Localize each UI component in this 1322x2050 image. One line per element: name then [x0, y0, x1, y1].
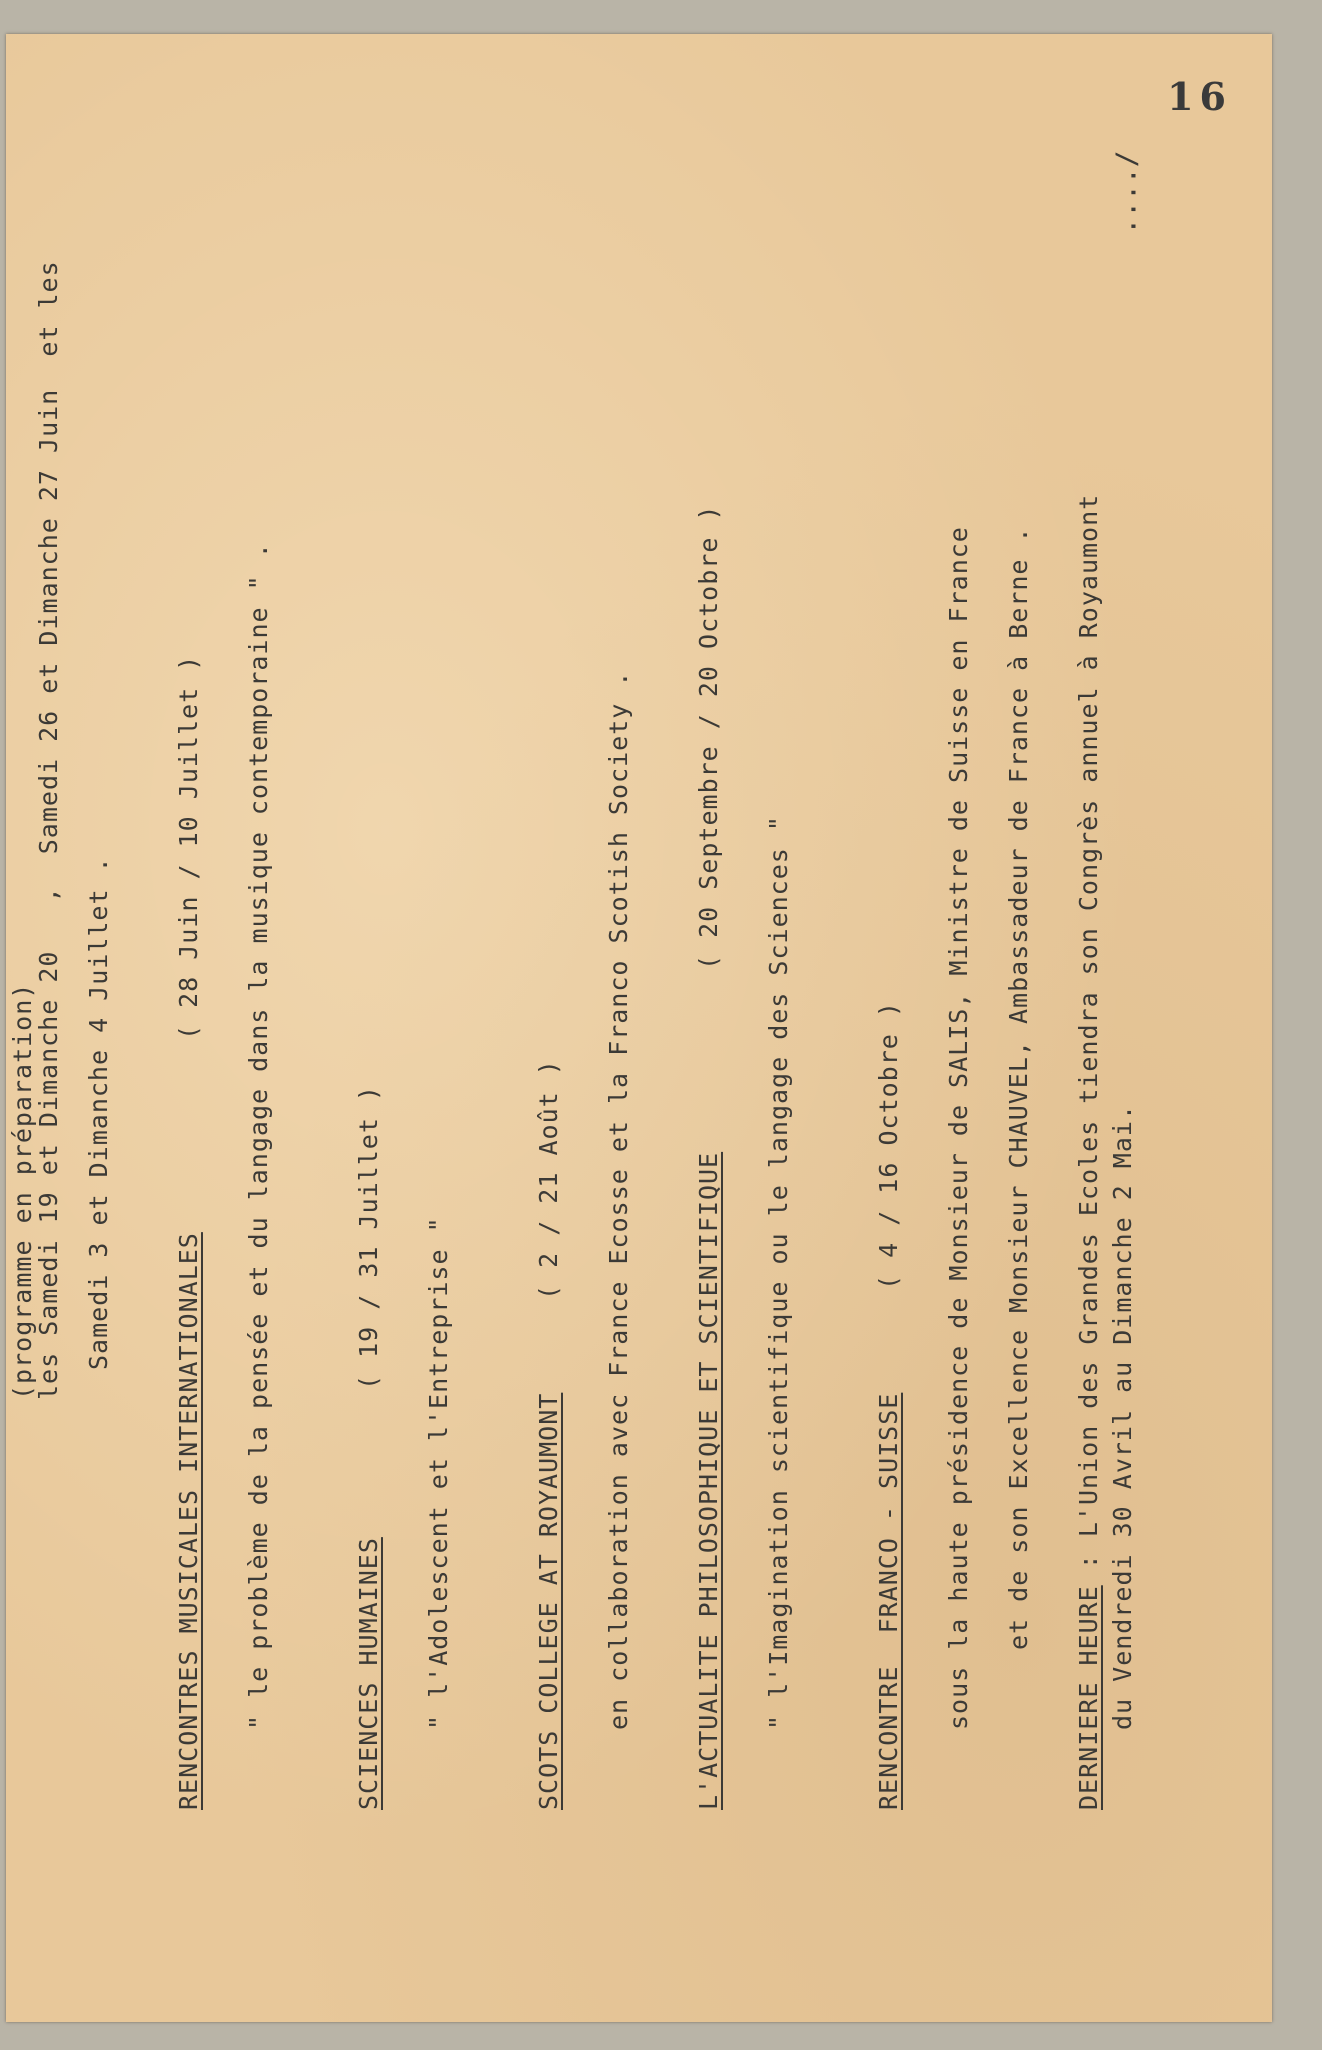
- section-dates-actualite: ( 20 Septembre / 20 Octobre ): [694, 504, 723, 970]
- section-title-scots: SCOTS COLLEGE AT ROYAUMONT: [534, 1392, 563, 1810]
- section-body-actualite: " l'Imagination scientifique ou le langage des Sciences ": [764, 815, 793, 1730]
- derniere-heure-line-1: [1076, 494, 1101, 1810]
- section-dates-scots: ( 2 / 21 Août ): [534, 1059, 563, 1300]
- section-dates-franco-suisse: ( 4 / 16 Octobre ): [874, 1001, 903, 1290]
- section-title-musicales: RENCONTRES MUSICALES INTERNATIONALES: [174, 1232, 203, 1810]
- section-title-franco-suisse: RENCONTRE FRANCO - SUISSE: [874, 1392, 903, 1810]
- continuation-mark: ..../: [1109, 150, 1143, 235]
- section-body-franco-suisse-1: sous la haute présidence de Monsieur de SALIS, Ministre de Suisse en France: [944, 526, 973, 1730]
- document-page: [6, 34, 1272, 2022]
- intro-line-2: Samedi 3 et Dimanche 4 Juillet .: [84, 856, 113, 1370]
- intro-line-1: les Samedi 19 et Dimanche 20 , Samedi 26 et Dimanche 27 Juin et les: [34, 260, 63, 1400]
- section-body-derniere-heure-2: du Vendredi 30 Avril au Dimanche 2 Mai.: [1108, 1104, 1137, 1730]
- intro-line-0: (programme en préparation): [8, 982, 37, 1400]
- section-body-derniere-heure-1: : L'Union des Grandes Ecoles tiendra son Congrès annuel à Royaumont: [1074, 493, 1103, 1586]
- section-title-humaines: SCIENCES HUMAINES: [354, 1537, 383, 1810]
- section-body-scots: en collaboration avec France Ecosse et la Franco Scotish Society .: [604, 670, 633, 1730]
- section-dates-humaines: ( 19 / 31 Juillet ): [354, 1085, 383, 1390]
- section-dates-musicales: ( 28 Juin / 10 Juillet ): [174, 654, 203, 1040]
- section-body-franco-suisse-2: et de son Excellence Monsieur CHAUVEL, Ambassadeur de France à Berne .: [1004, 526, 1033, 1650]
- section-body-musicales: " le problème de la pensée et du langage dans la musique contemporaine " .: [244, 542, 273, 1730]
- section-title-derniere-heure: DERNIERE HEURE: [1074, 1585, 1103, 1810]
- rotated-text-block: [8, 30, 1148, 1830]
- section-body-humaines: " l'Adolescent et l'Entreprise ": [424, 1216, 453, 1730]
- section-title-actualite: L'ACTUALITE PHILOSOPHIQUE ET SCIENTIFIQUE: [694, 1151, 723, 1810]
- page-number: 16: [1167, 74, 1232, 119]
